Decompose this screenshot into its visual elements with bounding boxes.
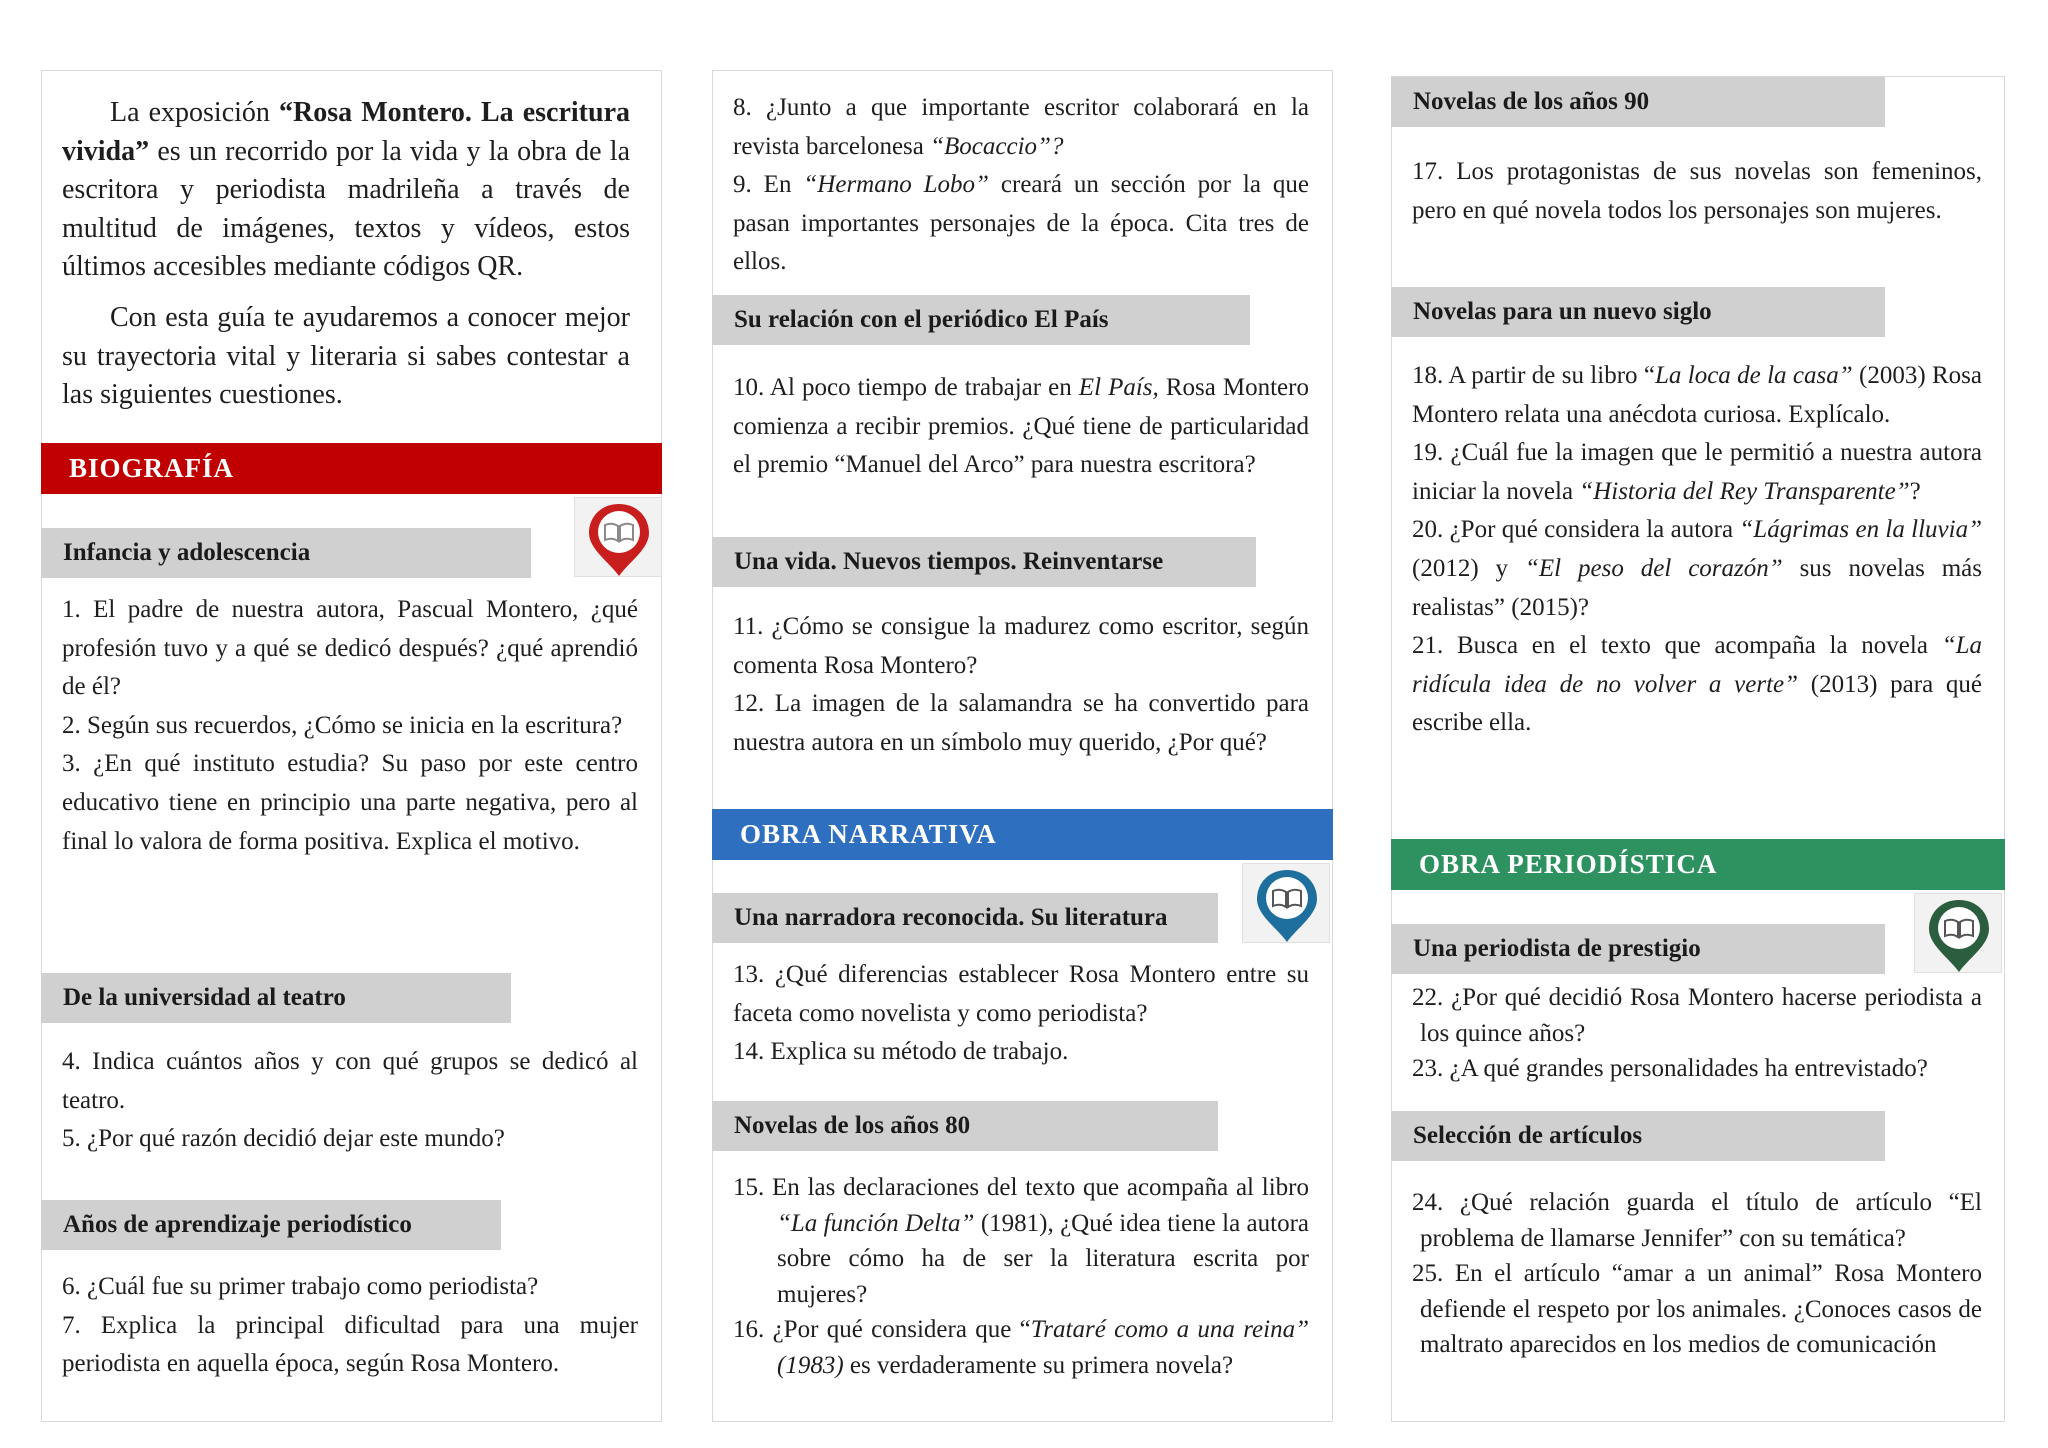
question-8: 8. ¿Junto a que importante escritor colaborará en la revista barcelonesa “Bocaccio”? bbox=[733, 94, 1309, 160]
question-23: 23. ¿A qué grandes personalidades ha entrevistado? bbox=[1412, 1055, 1928, 1083]
question-14: 14. Explica su método de trabajo. bbox=[733, 1038, 1069, 1066]
questions-4-5 bbox=[62, 1043, 638, 1159]
questions-18-21 bbox=[1412, 357, 1982, 743]
question-20: 20. ¿Por qué considera la autora “Lágrimas en la lluvia” (2012) y “El peso del corazón” sus novelas más realistas” (2015)? bbox=[1412, 516, 1982, 621]
question-11: 11. ¿Cómo se consigue la madurez como escritor, según comenta Rosa Montero? bbox=[733, 613, 1309, 679]
question-10-block bbox=[733, 369, 1309, 485]
questions-11-12 bbox=[733, 608, 1309, 762]
question-25: 25. En el artículo “amar a un animal” Rosa Montero defiende el respeto por los animales. ¿Conoces casos de maltrato aparecidos en los medios de comunicación bbox=[1412, 1260, 1982, 1359]
question-17-block bbox=[1412, 153, 1982, 230]
question-7: 7. Explica la principal dificultad para una mujer periodista en aquella época, según Rosa Montero. bbox=[62, 1311, 638, 1378]
subheading-anos-80: Novelas de los años 80 bbox=[712, 1101, 1218, 1151]
subheading-reinventarse: Una vida. Nuevos tiempos. Reinventarse bbox=[712, 537, 1256, 587]
question-21: 21. Busca en el texto que acompaña la novela “La ridícula idea de no volver a verte” (2013) para qué escribe ella. bbox=[1412, 632, 1982, 737]
section-band-biografia: BIOGRAFÍA bbox=[41, 443, 662, 494]
questions-24-25 bbox=[1412, 1185, 1982, 1363]
question-2: 2. Según sus recuerdos, ¿Cómo se inicia en la escritura? bbox=[62, 711, 623, 739]
book-pin-icon bbox=[1242, 863, 1330, 943]
question-24: 24. ¿Qué relación guarda el título de artículo “El problema de llamarse Jennifer” con su temática? bbox=[1412, 1189, 1982, 1252]
questions-6-7 bbox=[62, 1268, 638, 1384]
intro-paragraph-1: La exposición “Rosa Montero. La escritura vivida” es un recorrido por la vida y la obra de la escritora y periodista madrileña a través de multitud de imágenes, textos y vídeos, estos últimos accesibles mediante códigos QR. bbox=[62, 97, 631, 283]
section-band-obra-periodistica: OBRA PERIODÍSTICA bbox=[1391, 839, 2005, 890]
questions-8-9 bbox=[733, 89, 1309, 282]
question-4: 4. Indica cuántos años y con qué grupos se dedicó al teatro. bbox=[62, 1048, 638, 1114]
question-1: 1. El padre de nuestra autora, Pascual Montero, ¿qué profesión tuvo y a qué se dedicó después? ¿qué aprendió de él? bbox=[62, 596, 638, 701]
question-6: 6. ¿Cuál fue su primer trabajo como periodista? bbox=[62, 1273, 539, 1300]
question-13: 13. ¿Qué diferencias establecer Rosa Montero entre su faceta como novelista y como periodista? bbox=[733, 961, 1309, 1027]
question-22: 22. ¿Por qué decidió Rosa Montero hacerse periodista a los quince años? bbox=[1412, 984, 1982, 1047]
subheading-aprendizaje: Años de aprendizaje periodístico bbox=[41, 1200, 501, 1250]
question-18: 18. A partir de su libro “La loca de la casa” (2003) Rosa Montero relata una anécdota curiosa. Explícalo. bbox=[1412, 362, 1983, 428]
questions-15-16 bbox=[733, 1170, 1309, 1384]
intro-paragraph-2: Con esta guía te ayudaremos a conocer mejor su trayectoria vital y literaria si sabes contestar a las siguientes cuestiones. bbox=[62, 301, 630, 411]
subheading-periodista-prestigio: Una periodista de prestigio bbox=[1391, 924, 1885, 974]
questions-22-23 bbox=[1412, 980, 1982, 1087]
question-12: 12. La imagen de la salamandra se ha convertido para nuestra autora en un símbolo muy querido, ¿Por qué? bbox=[733, 690, 1309, 756]
questions-13-14 bbox=[733, 956, 1309, 1072]
subheading-nuevo-siglo: Novelas para un nuevo siglo bbox=[1391, 287, 1885, 337]
subheading-infancia: Infancia y adolescencia bbox=[41, 528, 531, 578]
question-16: 16. ¿Por qué considera que “Trataré como a una reina” (1983) es verdaderamente su primera novela? bbox=[733, 1316, 1310, 1379]
section-band-obra-narrativa: OBRA NARRATIVA bbox=[712, 809, 1333, 860]
question-5: 5. ¿Por qué razón decidió dejar este mundo? bbox=[62, 1125, 505, 1153]
subheading-seleccion-articulos: Selección de artículos bbox=[1391, 1111, 1885, 1161]
book-pin-icon bbox=[1914, 893, 2002, 973]
intro-text bbox=[62, 94, 630, 427]
subheading-el-pais: Su relación con el periódico El País bbox=[712, 295, 1250, 345]
subheading-universidad: De la universidad al teatro bbox=[41, 973, 511, 1023]
book-pin-icon bbox=[574, 497, 662, 577]
question-3: 3. ¿En qué instituto estudia? Su paso por este centro educativo tiene en principio una parte negativa, pero al final lo valora de forma positiva. Explica el motivo. bbox=[62, 750, 638, 855]
subheading-anos-90: Novelas de los años 90 bbox=[1391, 77, 1885, 127]
questions-1-3 bbox=[62, 591, 638, 861]
question-19: 19. ¿Cuál fue la imagen que le permitió a nuestra autora iniciar la novela “Historia del Rey Transparente”? bbox=[1412, 439, 1982, 505]
question-10: 10. Al poco tiempo de trabajar en El País, Rosa Montero comienza a recibir premios. ¿Qué tiene de particularidad el premio “Manuel del Arco” para nuestra escritora? bbox=[733, 374, 1309, 479]
question-17: 17. Los protagonistas de sus novelas son femeninos, pero en qué novela todos los personajes son mujeres. bbox=[1412, 158, 1982, 224]
question-9: 9. En “Hermano Lobo” creará un sección por la que pasan importantes personajes de la época. Cita tres de ellos. bbox=[733, 171, 1309, 276]
subheading-narradora: Una narradora reconocida. Su literatura bbox=[712, 893, 1218, 943]
question-15: 15. En las declaraciones del texto que acompaña al libro “La función Delta” (1981), ¿Qué idea tiene la autora sobre cómo ha de ser la literatura escrita por mujeres? bbox=[733, 1174, 1309, 1308]
